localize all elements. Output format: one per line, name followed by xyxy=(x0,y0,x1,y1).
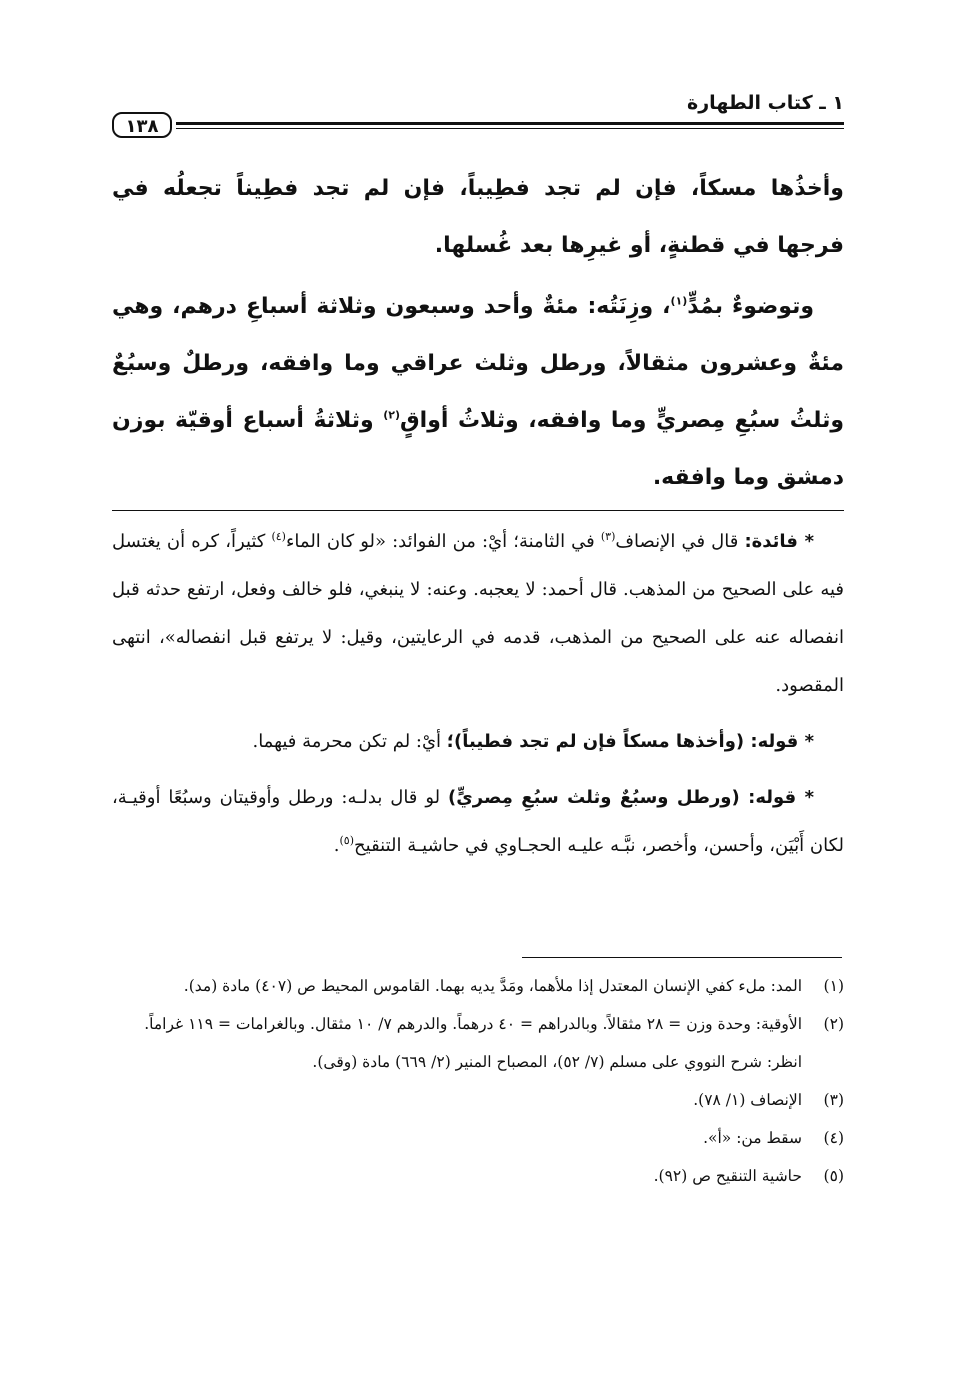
note-text: لو قال بدلـه: ورطل وأوقيتان وسبُعًا أوقيـة، لكان أَبْيَن، وأحسن، وأخصر، نبَّـه عليـه الحجـاوي في حاشيـة التنقيح xyxy=(112,787,844,856)
main-text-segment: ، وزِنَتُه: مئةٌ وأحد وسبعون وثلاثة أسباعِ درهم، وهي مئةٌ وعشرون مثقالاً، ورطل وثلث عراقي وما وافقه، ورطلٌ وسبُعٌ وثلثُ سبُعِ مِصريٍّ وما وافقه، وثلاثُ أواقٍ xyxy=(112,294,845,433)
note-text: أيْ: لم تكن محرمة فيهما. xyxy=(252,731,447,752)
section-divider xyxy=(112,510,844,511)
main-paragraph-2 xyxy=(112,278,844,506)
header-rule xyxy=(176,122,844,125)
running-title: ١ ـ كتاب الطهارة xyxy=(687,92,844,114)
main-text-segment: وتوضوءٌ بمُدٍّ xyxy=(687,294,815,319)
footnote-text: حاشية التنقيح ص (٩٢). xyxy=(653,1167,802,1185)
footnote-number: (٢) xyxy=(823,1015,844,1033)
footnote-item xyxy=(112,1046,844,1078)
footnote-text: المد: ملء كفي الإنسان المعتدل إذا ملأهما، ومَدَّ يديه بهما. القاموس المحيط ص (٤٠٧) مادة (مد). xyxy=(183,977,802,995)
footnote-ref-4[interactable]: (٤) xyxy=(271,530,286,543)
footnote-ref-2[interactable]: (٢) xyxy=(383,408,400,422)
note-lead: * فائدة: xyxy=(744,531,814,552)
page-number: ١٣٨ xyxy=(112,112,172,138)
footnote-text: انظر: شرح النووي على مسلم (٧/ ٥٢)، المصباح المنير (٢/ ٦٦٩) مادة (وقى). xyxy=(312,1053,802,1071)
footnote-item xyxy=(112,1084,844,1116)
page-header xyxy=(112,92,844,142)
footnote-item xyxy=(112,1008,844,1040)
note-ratl xyxy=(112,774,844,870)
footnote-ref-3[interactable]: (٣) xyxy=(600,530,616,543)
footnote-ref-1[interactable]: (١) xyxy=(670,294,688,308)
footnote-item xyxy=(112,1160,844,1192)
note-text: في الثامنة؛ أيْ: من الفوائد: «لو كان الماء xyxy=(285,531,601,552)
header-rule-thin xyxy=(176,128,844,129)
footnote-number: (١) xyxy=(823,977,844,995)
footnote-text: الإنصاف (١/ ٧٨). xyxy=(693,1091,802,1109)
note-lead: * قوله: (وأخذها مسكاً فإن لم تجد فطيباً)؛ xyxy=(446,731,814,752)
footnote-text: الأوقية: وحدة وزن = ٢٨ مثقالاً. وبالدراهم = ٤٠ درهماً. والدرهم ٧/ ١٠ مثقال. وبالغرامات = ١١٩ غراماً. xyxy=(144,1015,802,1033)
main-text-segment: وثلاثةُ أسباع أوقيّة بوزن دمشق وما وافقه. xyxy=(112,408,844,490)
main-paragraph-1: وأخذُها مسكاً، فإن لم تجد فطِيباً، فإن لم تجد فطِيناً تجعلُه في فرجها في قطنةٍ، أو غيرِها بعد غُسلها. xyxy=(112,176,844,258)
main-text xyxy=(112,160,844,506)
footnote-number: (٤) xyxy=(823,1129,844,1147)
footnote-item xyxy=(112,1122,844,1154)
footnote-number: (٥) xyxy=(823,1167,844,1185)
footnote-divider xyxy=(522,957,842,958)
note-text: قال في الإنصاف xyxy=(615,531,745,552)
footnote-number: (٣) xyxy=(823,1091,844,1109)
footnotes xyxy=(112,970,844,1198)
note-text: كثيراً، كره أن يغتسل فيه على الصحيح من المذهب. قال أحمد: لا يعجبه. وعنه: لا ينبغي، فلو خالف وفعل، ارتفع حدثه قبل انفصاله عنه على الصحيح من المذهب، قدمه في الرعايتين، وقيل: لا يرتفع قبل انفصاله»، انتهى المقصود. xyxy=(112,531,844,696)
footnote-ref-5[interactable]: (٥) xyxy=(339,834,355,847)
footnote-text: سقط من: «أ». xyxy=(703,1129,802,1147)
commentary-notes xyxy=(112,518,844,870)
note-text: . xyxy=(333,835,340,856)
note-benefit xyxy=(112,518,844,710)
footnote-item xyxy=(112,970,844,1002)
note-musk xyxy=(112,718,844,766)
note-lead: * قوله: (ورطل وسبُعٌ وثلث سبُعِ مِصريٍّ) xyxy=(448,787,814,808)
